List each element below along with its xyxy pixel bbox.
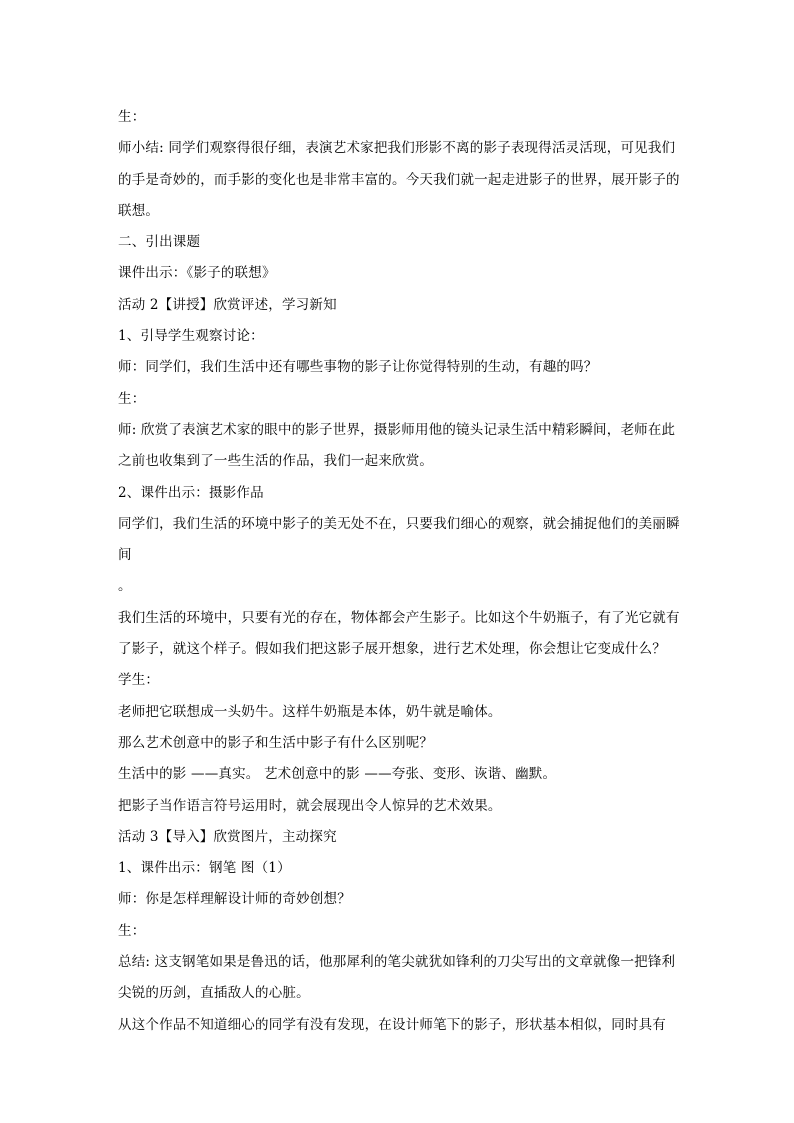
paragraph: 我们生活的环境中，只要有光的存在，物体都会产生影子。比如这个牛奶瓶子，有了光它就有了影子，就这个样子。假如我们把这影子展开想象，进行艺术处理，你会想让它变成什么？ [118, 609, 680, 658]
section-heading: 二、引出课题 [118, 234, 201, 251]
paragraph: 从这个作品不知道细心的同学有没有发现，在设计师笔下的影子，形状基本相似，同时具有 [118, 1016, 666, 1033]
paragraph: 学生： [118, 672, 160, 689]
paragraph: 2、课件出示：摄影作品 [118, 484, 264, 501]
paragraph: 师: 欣赏了表演艺术家的眼中的影子世界，摄影师用他的镜头记录生活中精彩瞬间，老师在此之前也收集到了一些生活的作品，我们一起来欣赏。 [118, 421, 676, 470]
paragraph: 。 [118, 578, 132, 595]
paragraph: 老师把它联想成一头奶牛。这样牛奶瓶是本体，奶牛就是喻体。 [118, 703, 502, 720]
paragraph: 同学们，我们生活的环境中影子的美无处不在，只要我们细心的观察，就会捕捉他们的美丽瞬间 [118, 515, 680, 564]
paragraph: 1、课件出示：钢笔 图（1） [118, 860, 291, 877]
paragraph: 师：同学们，我们生活中还有哪些事物的影子让你觉得特别的生动，有趣的吗？ [118, 359, 598, 376]
paragraph: 生： [118, 390, 146, 407]
paragraph: 课件出示：《影子的联想》 [118, 265, 276, 282]
paragraph: 生： [118, 109, 146, 125]
paragraph: 1、引导学生观察讨论： [118, 328, 264, 345]
paragraph: 生： [118, 922, 146, 939]
paragraph: 师：你是怎样理解设计师的奇妙创想？ [118, 891, 351, 908]
document-body [118, 102, 680, 1041]
paragraph: 师小结: 同学们观察得很仔细，表演艺术家把我们形影不离的影子表现得活灵活现，可见我们的手是奇妙的，而手影的变化也是非常丰富的。今天我们就一起走进影子的世界，展开影子的联想。 [118, 140, 680, 219]
paragraph: 把影子当作语言符号运用时，就会展现出令人惊异的艺术效果。 [118, 797, 502, 814]
paragraph: 生活中的影 ——真实。 艺术创意中的影 ——夸张、变形、诙谐、幽默。 [118, 766, 557, 783]
activity-heading: 活动 3【导入】欣赏图片，主动探究 [118, 828, 337, 845]
activity-heading: 活动 2【讲授】欣赏评述，学习新知 [118, 296, 337, 313]
paragraph: 那么艺术创意中的影子和生活中影子有什么区别呢？ [118, 734, 434, 751]
paragraph: 总结: 这支钢笔如果是鲁迅的话，他那犀利的笔尖就犹如锋利的刀尖写出的文章就像一把锋利尖锐的历剑，直插敌人的心脏。 [118, 954, 676, 1002]
